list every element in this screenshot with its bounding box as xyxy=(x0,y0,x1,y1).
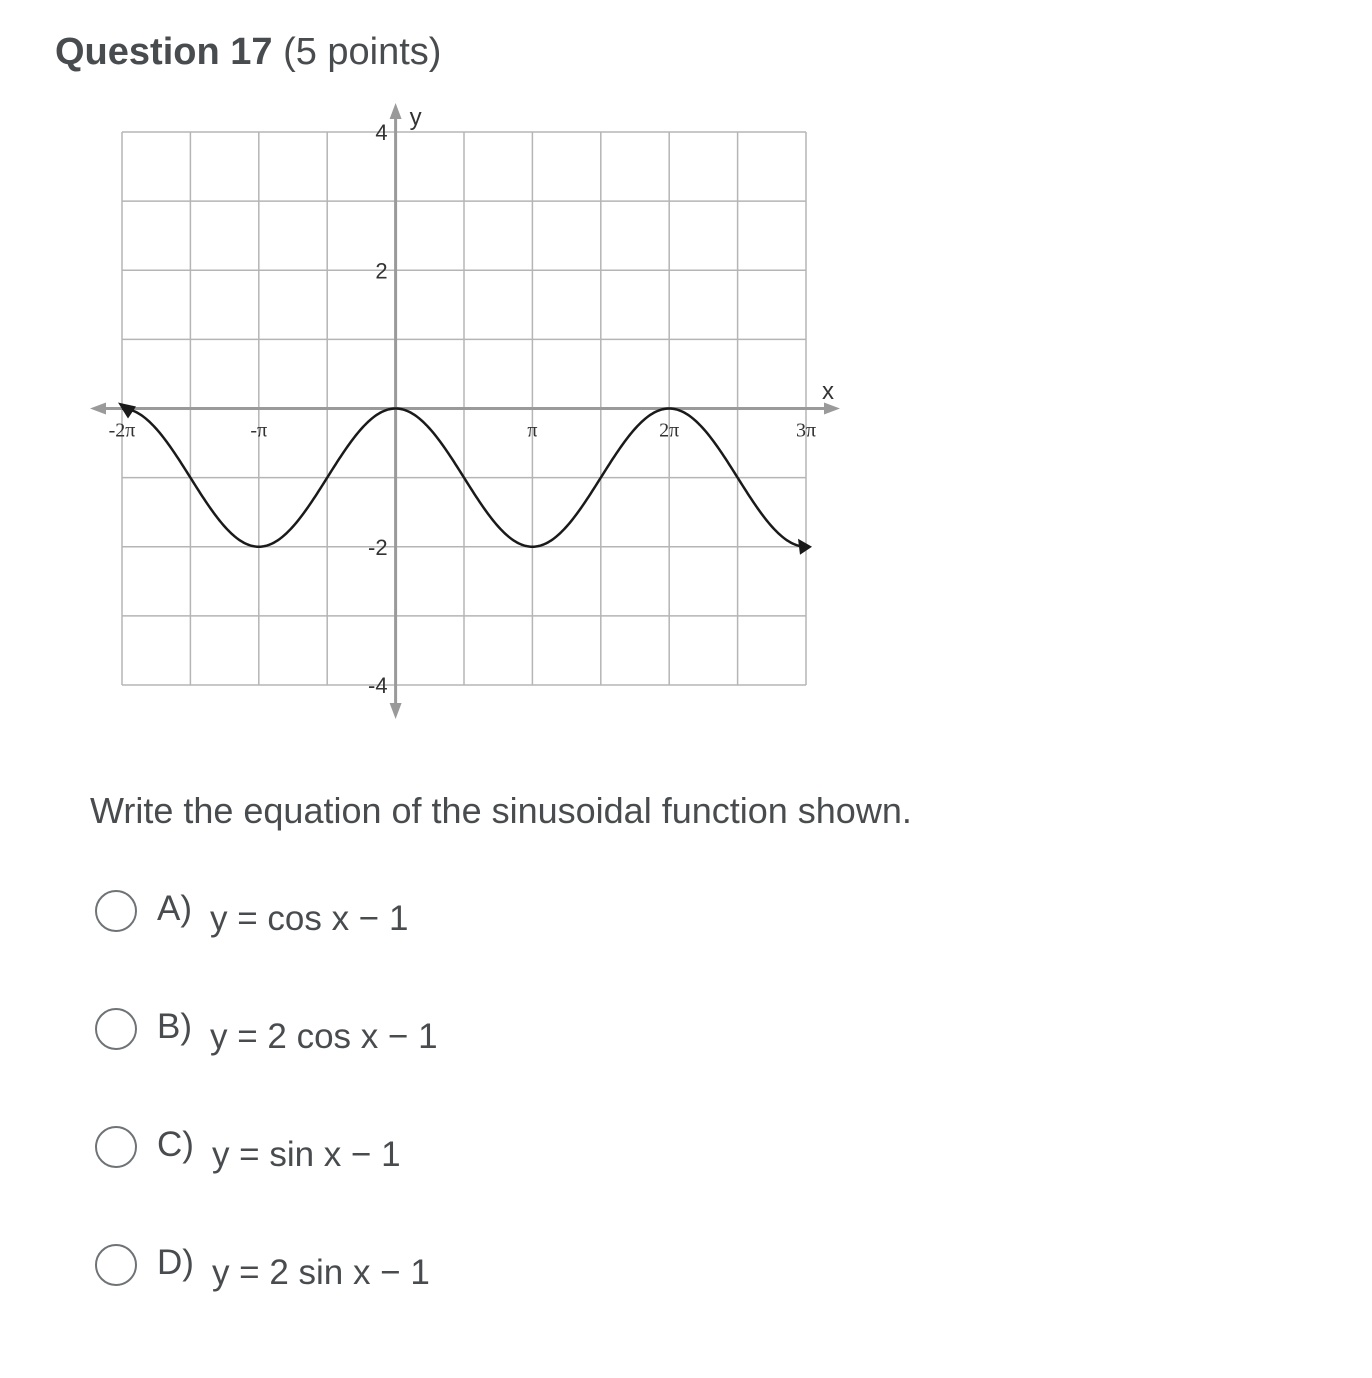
radio-b-icon[interactable] xyxy=(95,1008,137,1050)
y-axis-up-arrow-icon xyxy=(390,103,402,119)
sinusoid-graph xyxy=(80,95,880,735)
radio-c-icon[interactable] xyxy=(95,1126,137,1168)
x-tick-label: 2π xyxy=(659,419,680,442)
choice-b-letter: B) xyxy=(157,1007,192,1046)
choice-d-letter: D) xyxy=(157,1243,194,1282)
x-tick-label: π xyxy=(527,419,538,442)
graph-svg xyxy=(80,95,880,735)
question-header xyxy=(55,28,441,76)
question-points: (5 points) xyxy=(283,31,442,73)
x-tick-label: -2π xyxy=(108,419,136,442)
choice-c-equation: y = sin x − 1 xyxy=(211,1135,401,1174)
curve-end-arrow-icon xyxy=(798,539,812,555)
radio-a-icon[interactable] xyxy=(95,890,137,932)
curve-start-arrow-icon xyxy=(118,403,136,419)
choice-b-equation: y = 2 cos x − 1 xyxy=(210,1017,438,1056)
x-axis-left-arrow-icon xyxy=(90,403,106,415)
radio-d-icon[interactable] xyxy=(95,1244,137,1286)
y-tick-label: -4 xyxy=(368,673,388,698)
x-tick-label: 3π xyxy=(795,419,817,442)
x-axis-label: x xyxy=(822,378,834,405)
choice-c-letter: C) xyxy=(157,1125,194,1164)
y-tick-label: 4 xyxy=(375,120,388,145)
question-prompt: Write the equation of the sinusoidal function shown. xyxy=(90,790,912,831)
y-tick-label: 2 xyxy=(375,258,388,284)
y-axis-down-arrow-icon xyxy=(390,703,402,719)
tick-labels xyxy=(109,104,834,698)
choice-a-equation: y = cos x − 1 xyxy=(210,899,409,938)
curve-layer xyxy=(118,403,812,555)
y-tick-label: -2 xyxy=(368,534,388,560)
choice-b[interactable] xyxy=(95,1007,438,1056)
x-tick-label: -π xyxy=(250,419,268,442)
question-title: Question 17 xyxy=(55,31,273,73)
choice-a[interactable] xyxy=(95,889,409,938)
choice-d-equation: y = 2 sin x − 1 xyxy=(211,1253,430,1292)
y-axis-label: y xyxy=(409,104,422,131)
choice-c[interactable] xyxy=(95,1125,401,1174)
choice-d[interactable] xyxy=(95,1243,430,1292)
axes xyxy=(90,103,840,719)
choice-a-letter: A) xyxy=(157,889,192,928)
